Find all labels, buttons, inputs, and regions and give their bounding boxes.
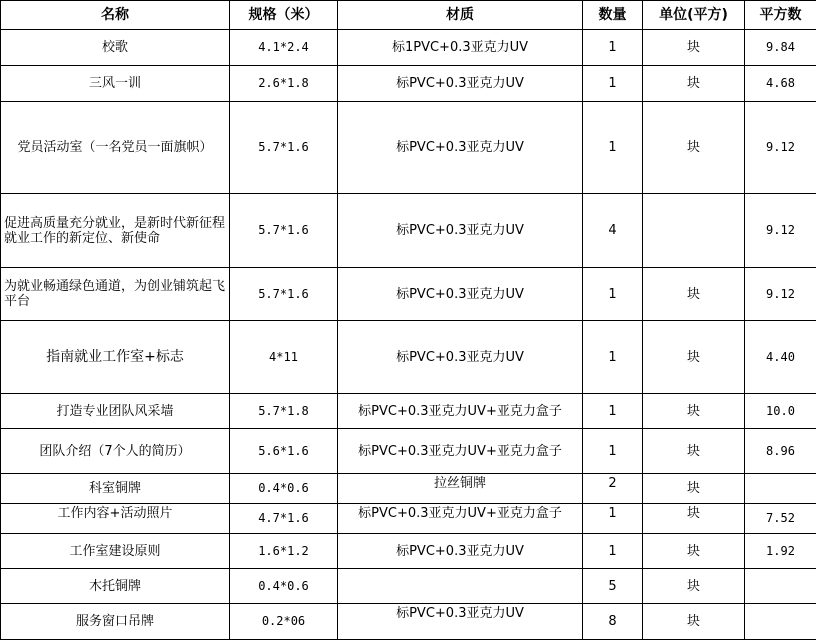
cell-material: 标PVC+0.3亚克力UV — [338, 194, 583, 268]
cell-unit: 块 — [643, 268, 745, 321]
cell-name: 三风一训 — [1, 66, 230, 102]
cell-area: 4.68 — [745, 66, 816, 102]
cell-unit: 块 — [643, 474, 745, 504]
cell-material: 标1PVC+0.3亚克力UV — [338, 30, 583, 66]
header-area: 平方数 — [745, 1, 816, 30]
cell-unit: 块 — [643, 321, 745, 394]
header-row — [1, 1, 816, 30]
cell-name: 工作室建设原则 — [1, 534, 230, 569]
cell-material: 标PVC+0.3亚克力UV+亚克力盒子 — [338, 394, 583, 429]
table-row — [1, 268, 816, 321]
cell-qty: 1 — [583, 321, 643, 394]
cell-material: 标PVC+0.3亚克力UV — [338, 268, 583, 321]
cell-spec: 1.6*1.2 — [230, 534, 338, 569]
table-row — [1, 504, 816, 534]
cell-spec: 2.6*1.8 — [230, 66, 338, 102]
cell-name: 木托铜牌 — [1, 569, 230, 604]
cell-qty: 5 — [583, 569, 643, 604]
cell-area: 1.92 — [745, 534, 816, 569]
cell-area: 8.96 — [745, 429, 816, 474]
cell-spec: 5.7*1.6 — [230, 268, 338, 321]
table-row — [1, 474, 816, 504]
cell-material: 拉丝铜牌 — [338, 474, 583, 504]
cell-area — [745, 474, 816, 504]
cell-name: 科室铜牌 — [1, 474, 230, 504]
cell-material: 标PVC+0.3亚克力UV+亚克力盒子 — [338, 429, 583, 474]
cell-name: 指南就业工作室+标志 — [1, 321, 230, 394]
cell-spec: 0.4*0.6 — [230, 474, 338, 504]
cell-unit — [643, 194, 745, 268]
header-spec: 规格（米） — [230, 1, 338, 30]
cell-name: 校歌 — [1, 30, 230, 66]
cell-qty: 1 — [583, 394, 643, 429]
cell-spec: 5.7*1.6 — [230, 102, 338, 194]
cell-unit: 块 — [643, 66, 745, 102]
cell-unit: 块 — [643, 569, 745, 604]
cell-unit: 块 — [643, 604, 745, 640]
cell-area: 9.12 — [745, 268, 816, 321]
cell-qty: 1 — [583, 66, 643, 102]
table-row — [1, 321, 816, 394]
cell-name: 为就业畅通绿色通道，为创业铺筑起飞平台 — [1, 268, 230, 321]
table-row — [1, 534, 816, 569]
table-row — [1, 30, 816, 66]
cell-qty: 1 — [583, 534, 643, 569]
cell-unit: 块 — [643, 30, 745, 66]
cell-material — [338, 569, 583, 604]
cell-name: 服务窗口吊牌 — [1, 604, 230, 640]
header-material: 材质 — [338, 1, 583, 30]
cell-name: 促进高质量充分就业，是新时代新征程就业工作的新定位、新使命 — [1, 194, 230, 268]
cell-unit: 块 — [643, 102, 745, 194]
cell-spec: 5.6*1.6 — [230, 429, 338, 474]
cell-material: 标PVC+0.3亚克力UV — [338, 66, 583, 102]
cell-unit: 块 — [643, 394, 745, 429]
cell-spec: 4.1*2.4 — [230, 30, 338, 66]
cell-spec: 4*11 — [230, 321, 338, 394]
cell-area: 9.12 — [745, 194, 816, 268]
cell-qty: 1 — [583, 429, 643, 474]
cell-material: 标PVC+0.3亚克力UV — [338, 534, 583, 569]
cell-material: 标PVC+0.3亚克力UV — [338, 321, 583, 394]
cell-spec: 4.7*1.6 — [230, 504, 338, 534]
cell-area — [745, 569, 816, 604]
table-row — [1, 429, 816, 474]
cell-qty: 1 — [583, 30, 643, 66]
table-row — [1, 194, 816, 268]
cell-unit: 块 — [643, 504, 745, 534]
cell-spec: 0.2*06 — [230, 604, 338, 640]
cell-qty: 1 — [583, 102, 643, 194]
cell-name: 团队介绍（7个人的简历） — [1, 429, 230, 474]
cell-area: 10.0 — [745, 394, 816, 429]
header-unit: 单位(平方) — [643, 1, 745, 30]
cell-name: 打造专业团队风采墙 — [1, 394, 230, 429]
cell-unit: 块 — [643, 429, 745, 474]
header-qty: 数量 — [583, 1, 643, 30]
cell-spec: 0.4*0.6 — [230, 569, 338, 604]
cell-qty: 1 — [583, 268, 643, 321]
cell-area — [745, 604, 816, 640]
cell-name: 党员活动室（一名党员一面旗帜） — [1, 102, 230, 194]
cell-area: 9.12 — [745, 102, 816, 194]
cell-spec: 5.7*1.8 — [230, 394, 338, 429]
table-row — [1, 66, 816, 102]
cell-area: 9.84 — [745, 30, 816, 66]
cell-qty: 2 — [583, 474, 643, 504]
table-row — [1, 604, 816, 640]
cell-material: 标PVC+0.3亚克力UV+亚克力盒子 — [338, 504, 583, 534]
cell-qty: 4 — [583, 194, 643, 268]
cell-qty: 1 — [583, 504, 643, 534]
cell-qty: 8 — [583, 604, 643, 640]
cell-name: 工作内容+活动照片 — [1, 504, 230, 534]
table-row — [1, 102, 816, 194]
cell-material: 标PVC+0.3亚克力UV — [338, 102, 583, 194]
cell-material: 标PVC+0.3亚克力UV — [338, 604, 583, 640]
cell-spec: 5.7*1.6 — [230, 194, 338, 268]
cell-unit: 块 — [643, 534, 745, 569]
cell-area: 4.40 — [745, 321, 816, 394]
table-row — [1, 569, 816, 604]
table-row — [1, 394, 816, 429]
cell-area: 7.52 — [745, 504, 816, 534]
header-name: 名称 — [1, 1, 230, 30]
